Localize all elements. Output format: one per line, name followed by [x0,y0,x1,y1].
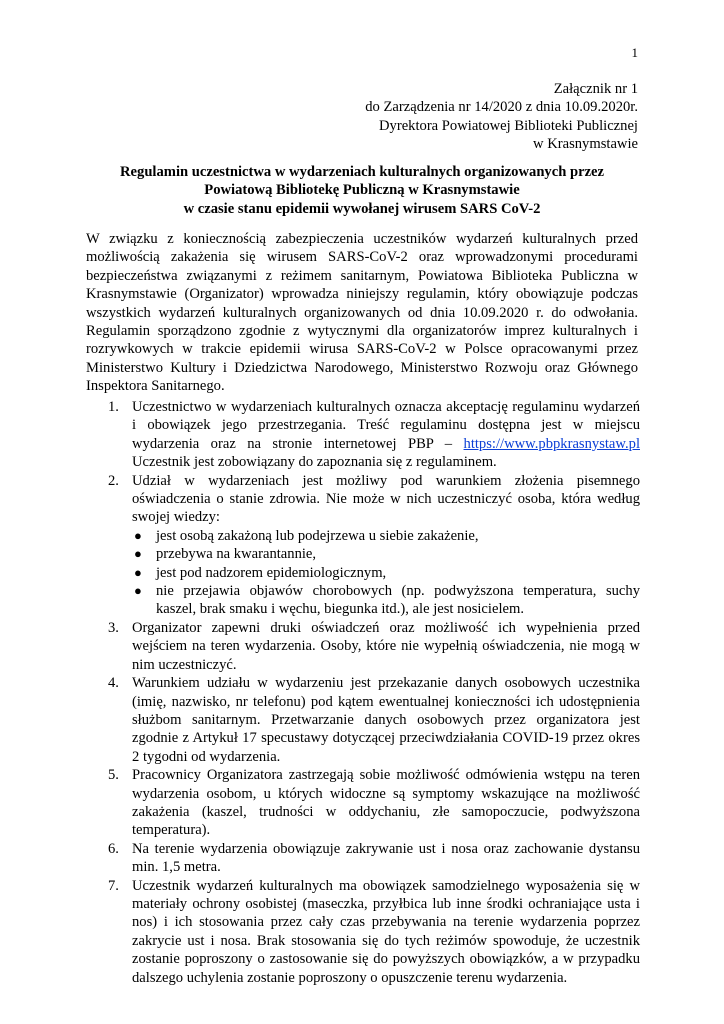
title-line: Powiatową Bibliotekę Publiczną w Krasnymstawie [204,182,520,199]
rule-text: Udział w wydarzeniach jest możliwy pod warunkiem złożenia pisemnego oświadczenia o stanie zdrowia. Nie może w nich uczestniczyć osoba, która według swojej wiedzy: [132,472,640,526]
annex-line: Załącznik nr 1 [553,81,638,97]
annex-line: Dyrektora Powiatowej Biblioteki Publicznej [379,117,638,134]
bullet-item [132,545,640,563]
rule-item [86,619,640,674]
rule-text: Na terenie wydarzenia obowiązuje zakrywanie ust i nosa oraz zachowanie dystansu min. 1,5 metra. [132,840,640,876]
website-link[interactable]: https://www.pbpkrasnystaw.pl [463,435,640,452]
document-title [86,163,638,218]
bullet-icon: ● [134,546,142,562]
annex-header [365,80,638,154]
rule-text: Uczestnik jest zobowiązany do zapoznania się z regulaminem. [132,454,497,471]
rule-item [86,398,640,472]
rule-number: 5. [108,767,119,784]
rule-number: 1. [108,399,119,415]
rule-text: Uczestnictwo w wydarzeniach kulturalnych oznacza akceptację regulaminu wydarzeń i obowiązek jego przestrzegania. Treść regulaminu dostępna jest w miejscu wydarzenia oraz na stronie internetowej PBP – [132,399,640,452]
bullet-text: jest osobą zakażoną lub podejrzewa u siebie zakażenie, [156,527,479,544]
rule-item [86,472,640,619]
bullet-item [132,582,640,619]
rule-text: Warunkiem udziału w wydarzeniu jest przekazanie danych osobowych uczestnika (imię, nazwisko, nr telefonu) pod kątem ewentualnej konieczności ich udostępnienia służbom sanitarnym. Przetwarzanie danych osobowych przez organizatora jest zgodnie z Artykuł 17 specustawy dotyczącej przeciwdziałania COVID-19 przez okres 2 tygodni od wydarzenia. [132,675,640,765]
bullet-text: przebywa na kwarantannie, [156,546,317,563]
bullet-icon: ● [134,583,142,599]
page-number: 1 [631,45,638,60]
rule-item [86,766,640,840]
bullet-text: jest pod nadzorem epidemiologicznym, [156,564,387,581]
rule-text: Pracownicy Organizatora zastrzegają sobie możliwość odmówienia wstępu na teren wydarzenia osobom, u których widoczne są symptomy wskazujące na możliwość zakażenia (kaszel, trudności w oddychaniu, złe samopoczucie, podwyższona temperatura). [132,767,640,839]
bullet-item [132,564,640,582]
title-line: Regulamin uczestnictwa w wydarzeniach kulturalnych organizowanych przez [120,164,604,180]
rule-text: Uczestnik wydarzeń kulturalnych ma obowiązek samodzielnego wyposażenia się w materiały ochrony osobistej (maseczka, przyłbica lub inne środki ochraniające usta i nos) i ich stosowania przez cały czas przebywania na terenie wydarzenia poprzez zakrycie ust i nosa. Brak stosowania się do tych reżimów spowoduje, że uczestnik zostanie poproszony o zastosowanie się do powyższych obowiązków, a w przypadku dalszego uchylenia zostanie poproszony o opuszczenie terenu wydarzenia. [132,877,640,986]
bullet-item [132,527,640,545]
rule-number: 3. [108,619,119,636]
bullet-icon: ● [134,527,142,543]
rule-text: Organizator zapewni druki oświadczeń oraz możliwość ich wypełnienia przed wejściem na teren wydarzenia. Osoby, które nie wypełnią oświadczenia, nie mogą w nim uczestniczyć. [132,619,640,673]
rule-number: 4. [108,675,119,692]
rule-item [86,674,640,766]
intro-paragraph: W związku z koniecznością zabezpieczenia uczestników wydarzeń kulturalnych przed możliwością zakażenia się wirusem SARS-CoV-2 oraz wprowadzonymi procedurami bezpieczeństwa związanymi z reżimem sanitarnym, Powiatowa Biblioteka Publiczna w Krasnymstawie (Organizator) wprowadza niniejszy regulamin, który obowiązuje podczas wszystkich wydarzeń kulturalnych organizowanych od dnia 10.09.2020 r. do odwołania. Regulamin sporządzono zgodnie z wytycznymi dla organizatorów imprez kulturalnych i rozrywkowych w trakcie epidemii wirusa SARS-CoV-2 w Polsce opracowanymi przez Ministerstwo Kultury i Dziedzictwa Narodowego, Ministerstwo Rozwoju oraz Głównego Inspektora Sanitarnego. [86,231,638,395]
title-line: w czasie stanu epidemii wywołanej wirusem SARS CoV-2 [183,200,541,217]
rule-item [86,840,640,877]
annex-line: w Krasnymstawie [533,136,638,153]
bullet-icon: ● [134,564,142,580]
rule-number: 6. [108,840,119,857]
rule-number: 7. [108,877,119,894]
annex-line: do Zarządzenia nr 14/2020 z dnia 10.09.2020r. [365,99,638,116]
rule-item [86,877,640,987]
bullet-text: nie przejawia objawów chorobowych (np. podwyższona temperatura, suchy kaszel, brak smaku i węchu, biegunka itd.), ale jest nosicielem. [156,583,640,618]
bullet-list [132,527,640,619]
rules-list [86,398,640,987]
rule-number: 2. [108,472,119,489]
